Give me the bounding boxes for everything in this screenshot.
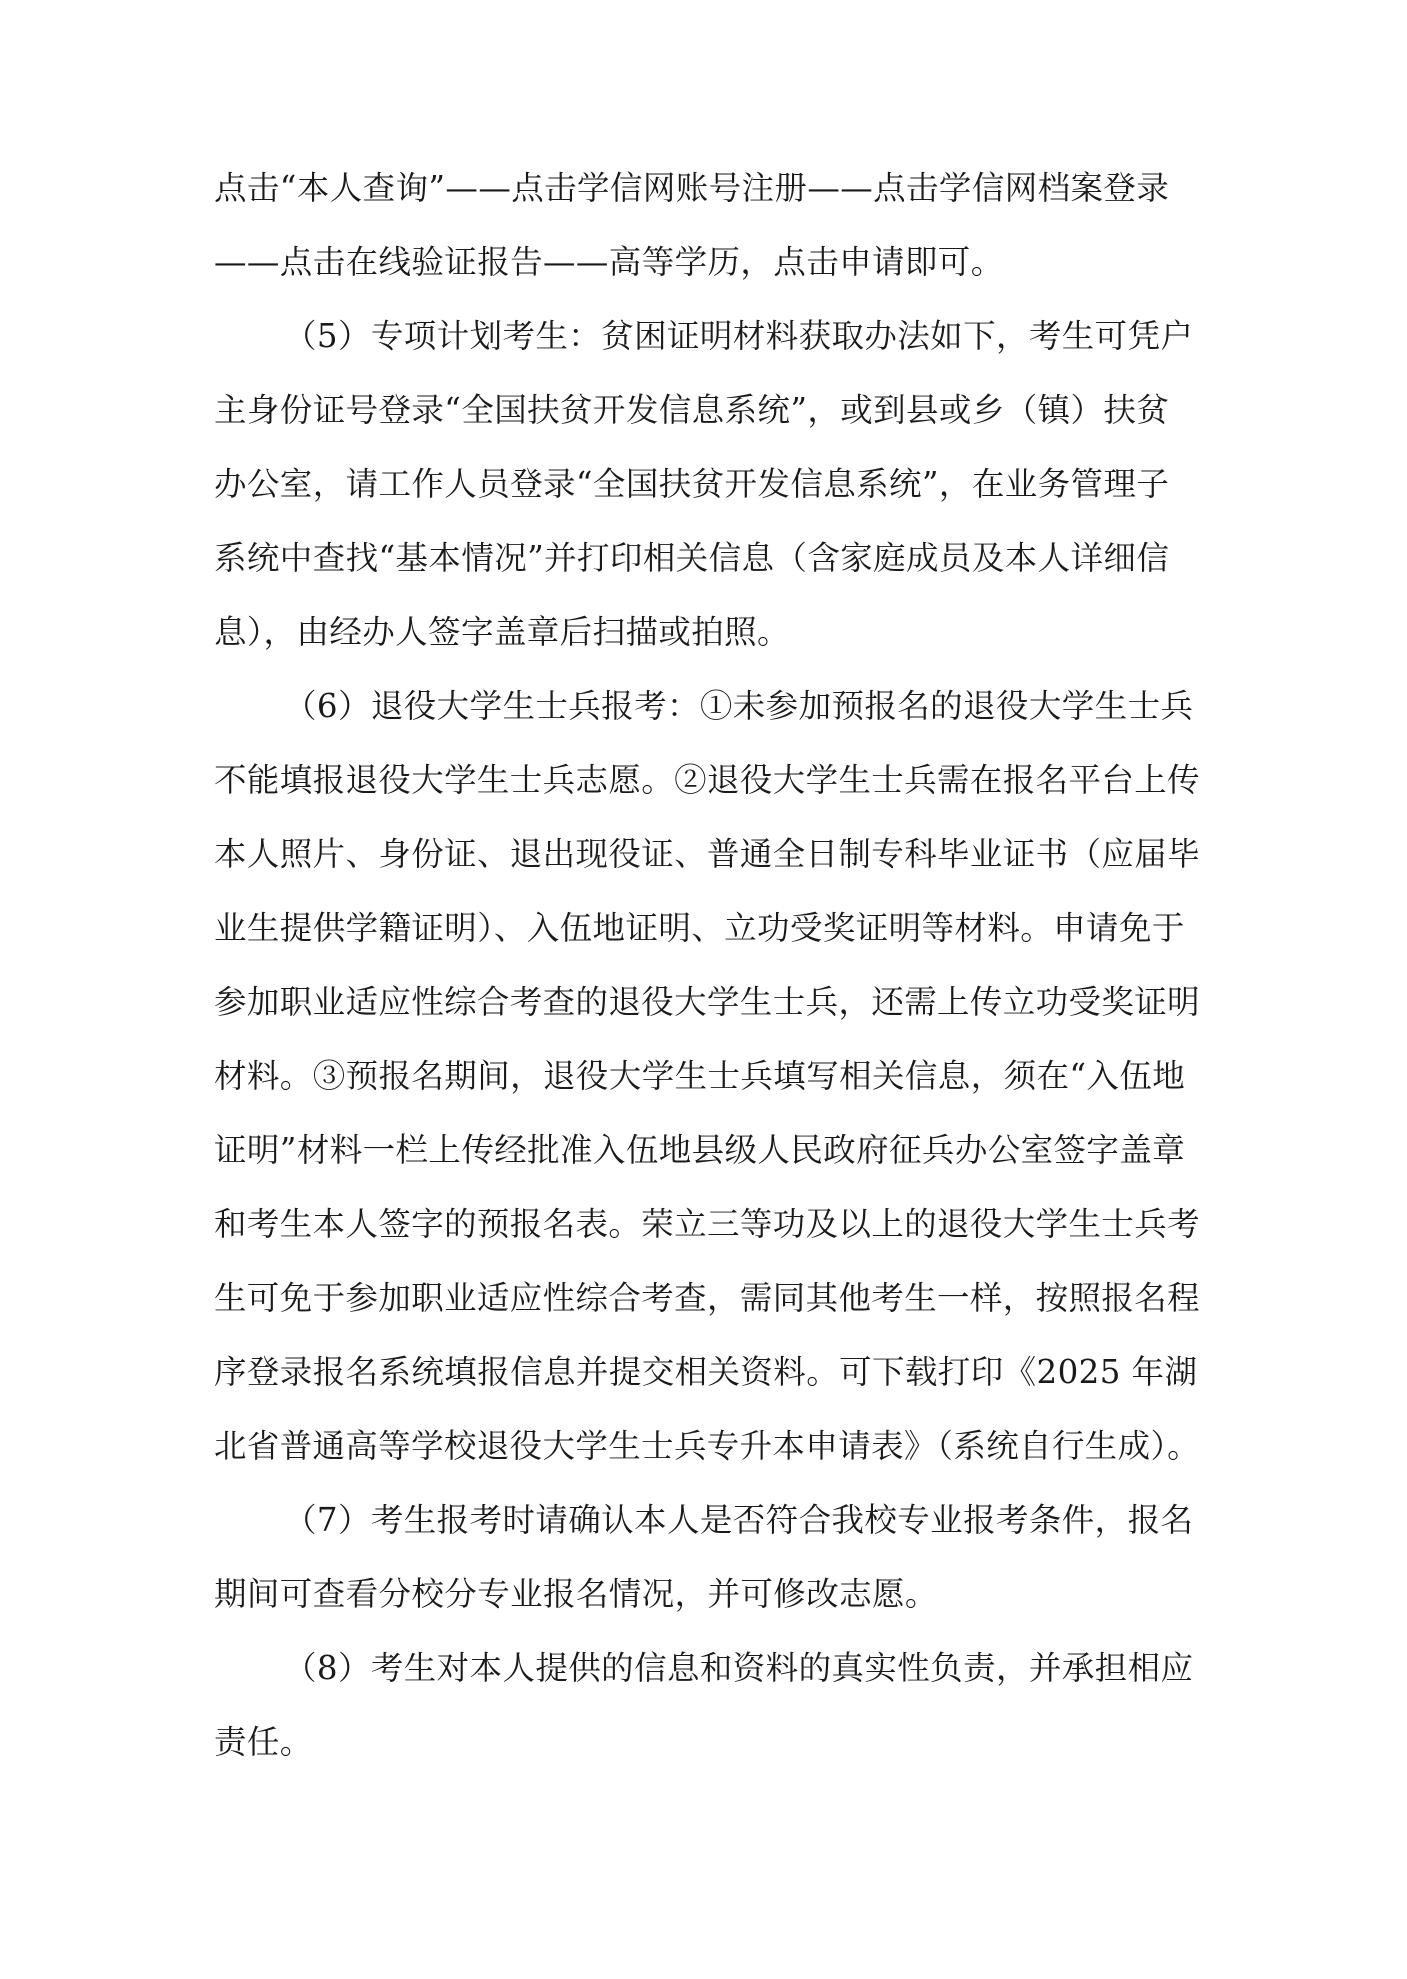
paragraph-6-line-4: 业生提供学籍证明）、入伍地证明、立功受奖证明等材料。申请免于 xyxy=(214,909,1185,947)
paragraph-6-line-9: 生可免于参加职业适应性综合考查，需同其他考生一样，按照报名程 xyxy=(214,1279,1200,1317)
paragraph-8-line-1: （8）考生对本人提供的信息和资料的真实性负责，并承担相应 xyxy=(284,1649,1194,1687)
paragraph-6-line-5: 参加职业适应性综合考查的退役大学生士兵，还需上传立功受奖证明 xyxy=(214,983,1200,1021)
paragraph-6-line-2: 不能填报退役大学生士兵志愿。②退役大学生士兵需在报名平台上传 xyxy=(214,761,1200,799)
paragraph-7-line-1: （7）考生报考时请确认本人是否符合我校专业报考条件，报名 xyxy=(284,1501,1194,1539)
paragraph-5-line-5: 息），由经办人签字盖章后扫描或拍照。 xyxy=(214,613,790,651)
text-line-1: 点击“本人查询”——点击学信网账号注册——点击学信网档案登录 xyxy=(214,169,1170,207)
paragraph-6-line-8: 和考生本人签字的预报名表。荣立三等功及以上的退役大学生士兵考 xyxy=(214,1205,1200,1243)
paragraph-6-line-10: 序登录报名系统填报信息并提交相关资料。可下载打印《2025 年湖 xyxy=(214,1353,1198,1391)
paragraph-5-line-4: 系统中查找“基本情况”并打印相关信息（含家庭成员及本人详细信 xyxy=(214,539,1170,577)
paragraph-8-line-2: 责任。 xyxy=(214,1723,313,1761)
paragraph-6-line-7: 证明”材料一栏上传经批准入伍地县级人民政府征兵办公室签字盖章 xyxy=(214,1131,1186,1169)
paragraph-6-line-1: （6）退役大学生士兵报考：①未参加预报名的退役大学生士兵 xyxy=(284,687,1194,725)
paragraph-7-line-2: 期间可查看分校分专业报名情况，并可修改志愿。 xyxy=(214,1575,938,1613)
paragraph-5-line-3: 办公室，请工作人员登录“全国扶贫开发信息系统”，在业务管理子 xyxy=(214,465,1170,503)
paragraph-5-line-1: （5）专项计划考生：贫困证明材料获取办法如下，考生可凭户 xyxy=(284,317,1194,355)
text-line-2: ——点击在线验证报告——高等学历，点击申请即可。 xyxy=(214,243,1004,281)
paragraph-6-line-6: 材料。③预报名期间，退役大学生士兵填写相关信息，须在“入伍地 xyxy=(214,1057,1186,1095)
paragraph-6-line-3: 本人照片、身份证、退出现役证、普通全日制专科毕业证书（应届毕 xyxy=(214,835,1200,873)
paragraph-5-line-2: 主身份证号登录“全国扶贫开发信息系统”，或到县或乡（镇）扶贫 xyxy=(214,391,1170,429)
paragraph-6-line-11: 北省普通高等学校退役大学生士兵专升本申请表》（系统自行生成）。 xyxy=(214,1427,1200,1465)
